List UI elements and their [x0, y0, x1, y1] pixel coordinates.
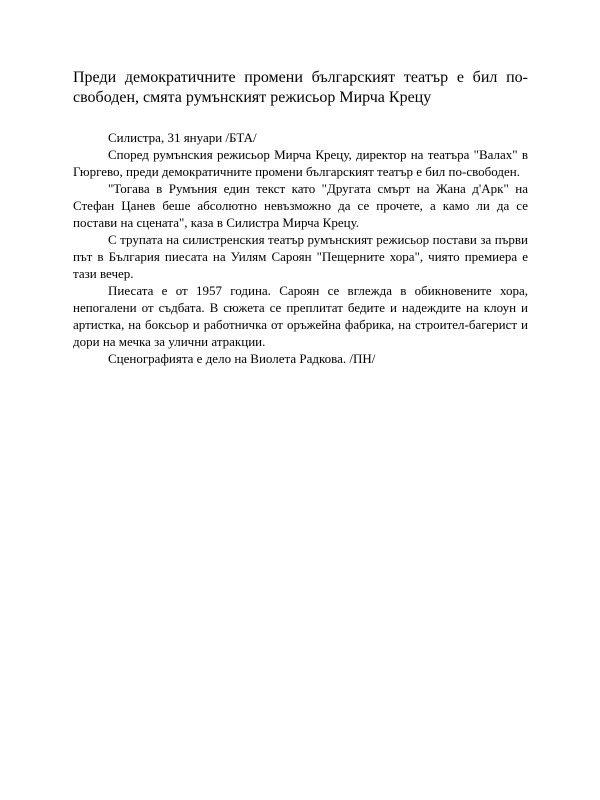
article-paragraph: Според румънския режисьор Мирча Крецу, директор на театъра "Валах" в Гюргево, преди демократичните промени българският театър е бил по-свободен. — [73, 147, 528, 179]
document-title: Преди демократичните промени българският театър е бил по-свободен, смята румънският режисьор Мирча Крецу — [73, 69, 528, 106]
article-body — [73, 129, 528, 367]
dateline-paragraph: Силистра, 31 януари /БТА/ — [108, 130, 257, 145]
article-paragraph: С трупата на силистренския театър румънският режисьор постави за първи път в България пиесата на Уилям Сароян "Пещерните хора", чиято премиера е тази вечер. — [73, 232, 528, 281]
credit-paragraph: Сценографията е дело на Виолета Радкова. /ПН/ — [108, 351, 376, 366]
article-paragraph: "Тогава в Румъния един текст като "Другата смърт на Жана д'Арк" на Стефан Цанев беше абсолютно невъзможно да се прочете, а камо ли да се постави на сцената", каза в Силистра Мирча Крецу. — [73, 181, 528, 230]
article-paragraph: Пиесата е от 1957 година. Сароян се вглежда в обикновените хора, непогалени от съдбата. В сюжета се преплитат бедите и надеждите на клоун и артистка, на боксьор и работничка от оръжейна фабрика, на строител-багерист и дори на мечка за улични атракции. — [73, 283, 528, 349]
